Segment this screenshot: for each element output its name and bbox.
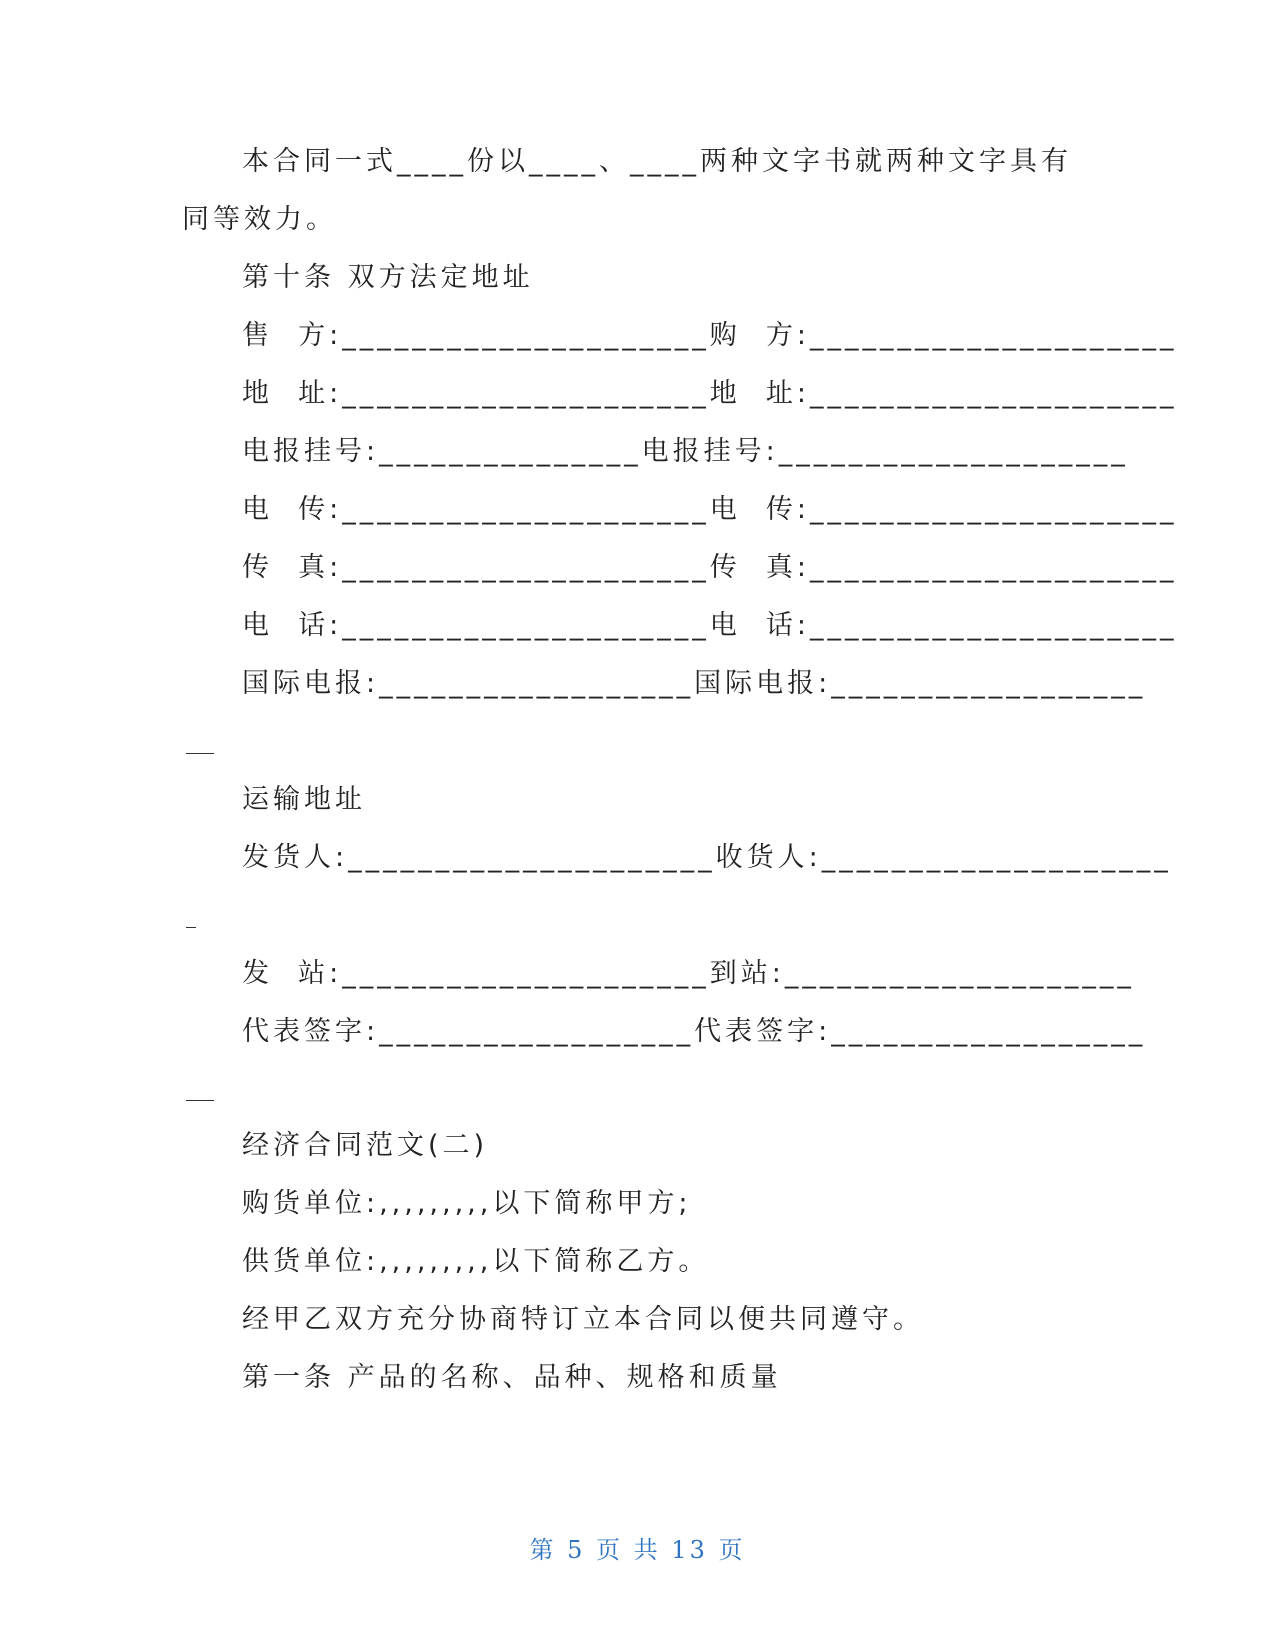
line-continuation-dash <box>186 927 196 928</box>
phone-row: 电 话:_____________________电 话:_____________________ <box>242 610 1178 641</box>
article-10-title: 第十条 双方法定地址 <box>242 262 534 293</box>
fax-row: 传 真:_____________________传 真:_____________________ <box>242 552 1178 583</box>
seller-buyer-row: 售 方:_____________________购 方:_____________________ <box>242 320 1178 351</box>
article-1-title: 第一条 产品的名称、品种、规格和质量 <box>242 1362 782 1393</box>
line-continuation-dash <box>186 753 214 754</box>
seller-unit-line: 供货单位:,,,,,,,,,以下简称乙方。 <box>242 1246 710 1277</box>
signature-row: 代表签字:__________________代表签字:__________________ <box>242 1016 1147 1047</box>
intl-telegram-row: 国际电报:__________________国际电报:__________________ <box>242 668 1147 699</box>
address-row: 地 址:_____________________地 址:_____________________ <box>242 378 1178 409</box>
buyer-unit-line: 购货单位:,,,,,,,,,以下简称甲方; <box>242 1188 692 1219</box>
station-row: 发 站:_____________________到站:____________________ <box>242 958 1135 989</box>
agreement-line: 经甲乙双方充分协商特订立本合同以便共同遵守。 <box>242 1304 924 1335</box>
contract-2-title: 经济合同范文(二) <box>242 1130 489 1161</box>
telex-row: 电 传:_____________________电 传:_____________________ <box>242 494 1178 525</box>
copies-paragraph-line-2: 同等效力。 <box>182 204 337 235</box>
copies-paragraph-line-1: 本合同一式____份以____、____两种文字书就两种文字具有 <box>242 146 1072 177</box>
page-footer: 第 5 页 共 13 页 <box>529 1536 746 1564</box>
transport-title: 运输地址 <box>242 784 366 815</box>
shipper-consignee-row: 发货人:_____________________收货人:____________________ <box>242 842 1172 873</box>
line-continuation-dash <box>186 1100 214 1101</box>
telegram-row: 电报挂号:_______________电报挂号:____________________ <box>242 436 1129 467</box>
